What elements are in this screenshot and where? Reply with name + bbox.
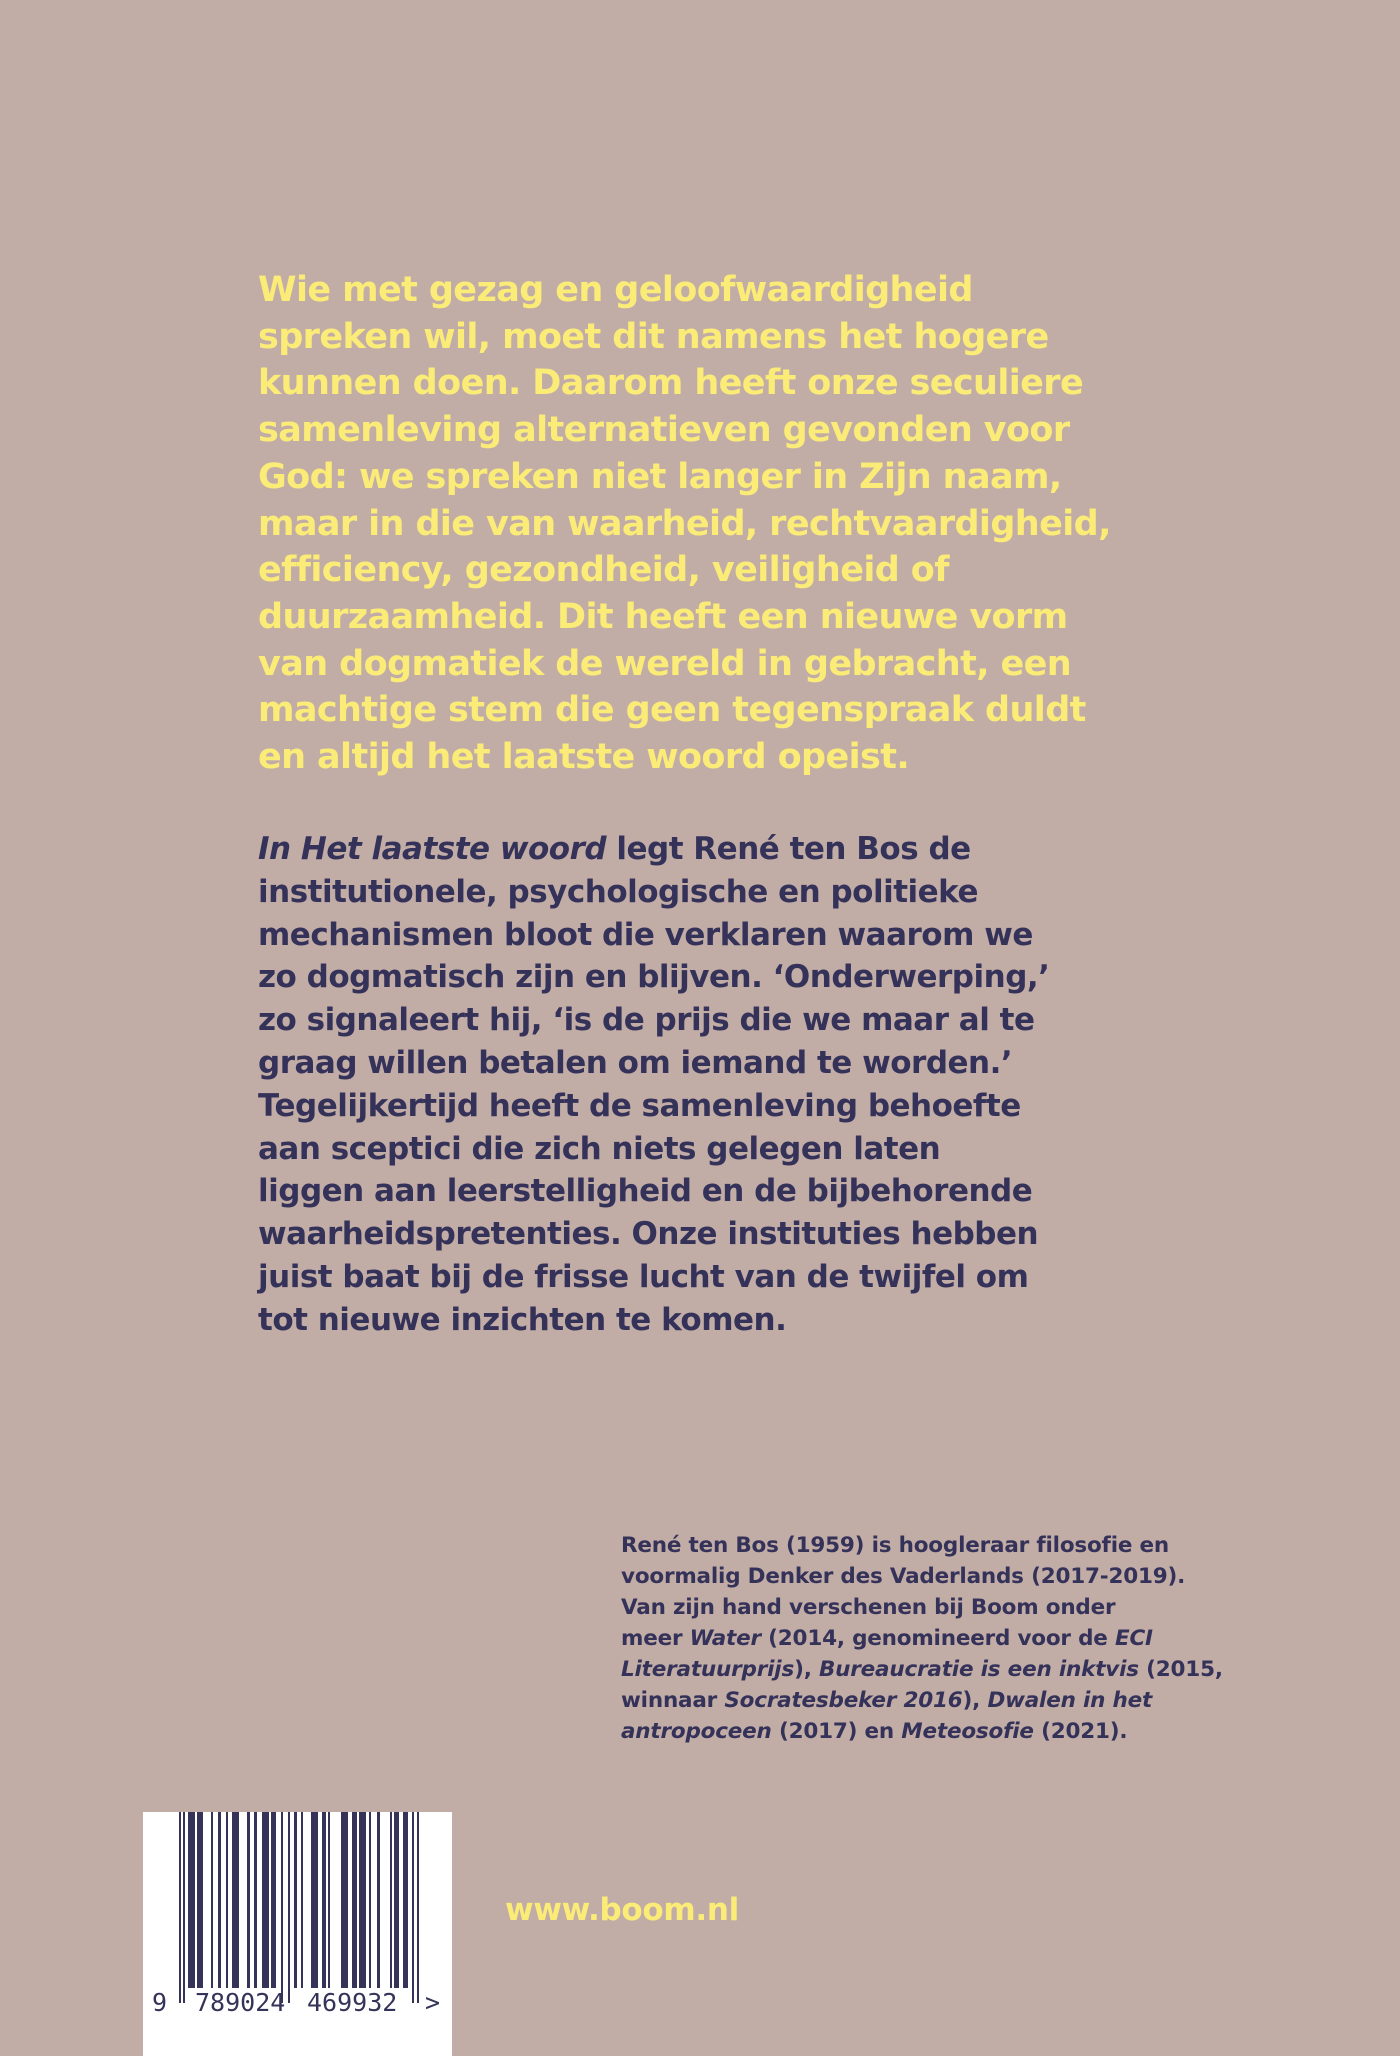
text-span: (2015,	[1138, 1657, 1223, 1682]
text-line	[621, 1685, 1223, 1716]
barcode-bar	[188, 1812, 195, 1988]
text-line	[258, 687, 1111, 734]
italic-title: Dwalen in het	[987, 1688, 1153, 1713]
text-line	[258, 1256, 1049, 1299]
barcode-bar	[369, 1812, 371, 1988]
text-line	[258, 828, 1049, 871]
text-line	[258, 1213, 1049, 1256]
italic-title: Meteosofie	[901, 1719, 1034, 1744]
text-span: kunnen doen. Daarom heeft onze seculiere	[258, 363, 1084, 404]
text-line	[621, 1654, 1223, 1685]
barcode-guard-bar	[183, 1812, 185, 2003]
italic-title: Literatuurprijs	[621, 1657, 795, 1682]
text-span: René ten Bos (1959) is hoogleraar filosofie en	[621, 1533, 1170, 1558]
text-span: Wie met gezag en geloofwaardigheid	[258, 270, 973, 310]
barcode-bar	[377, 1812, 380, 1988]
barcode-bar	[359, 1812, 366, 1988]
text-span: tot nieuwe inzichten te komen.	[258, 1301, 787, 1338]
italic-title: Bureaucratie is een inktvis	[818, 1657, 1139, 1682]
barcode-bar	[211, 1812, 213, 1988]
text-line	[258, 734, 1111, 781]
barcode-bar	[390, 1812, 392, 1988]
barcode-bar	[394, 1812, 399, 1988]
barcode-bar	[226, 1812, 228, 1988]
text-span: liggen aan leerstelligheid en de bijbehorende	[258, 1173, 1033, 1210]
text-line	[258, 501, 1111, 548]
barcode-right-digits: 469932	[307, 1988, 398, 2017]
text-span: duurzaamheid. Dit heeft een nieuwe vorm	[258, 596, 1068, 637]
italic-title: antropoceen	[621, 1719, 772, 1744]
author-bio	[621, 1530, 1223, 1747]
barcode-bar	[294, 1812, 297, 1988]
text-line	[258, 641, 1111, 688]
text-line	[258, 914, 1049, 957]
text-span: machtige stem die geen tegenspraak duldt	[258, 690, 1086, 731]
text-line	[258, 360, 1111, 407]
barcode-bar	[301, 1812, 303, 1988]
text-line	[258, 871, 1049, 914]
text-span: mechanismen bloot die verklaren waarom we	[258, 916, 1033, 953]
text-span: en altijd het laatste woord opeist.	[258, 737, 910, 778]
text-span: meer	[621, 1626, 690, 1651]
text-line	[621, 1716, 1223, 1747]
barcode-bar	[197, 1812, 203, 1988]
barcode-guard-bar	[412, 1812, 414, 2003]
barcode-bar	[247, 1812, 250, 1988]
text-span: efficiency, gezondheid, veiligheid of	[258, 550, 949, 591]
text-line	[258, 1299, 1049, 1342]
text-line	[258, 1042, 1049, 1085]
blurb-paragraph	[258, 267, 1111, 781]
barcode-bar	[341, 1812, 348, 1988]
text-span: Van zijn hand verschenen bij Boom onder	[621, 1595, 1116, 1620]
barcode-bar	[328, 1812, 330, 1988]
barcode-bar	[311, 1812, 318, 1988]
italic-title: Water	[689, 1626, 761, 1651]
text-span: Tegelijkertijd heeft de samenleving behoefte	[258, 1087, 1021, 1124]
italic-title: In Het laatste woord	[258, 831, 607, 867]
text-span: legt René ten Bos de	[606, 831, 971, 867]
text-span: (2017) en	[771, 1719, 902, 1744]
text-span: aan sceptici die zich niets gelegen laten	[258, 1130, 941, 1167]
text-span: waarheidspretenties. Onze instituties hebben	[258, 1216, 1039, 1253]
barcode-quiet-zone-marker: >	[425, 1988, 441, 2017]
text-span: God: we spreken niet langer in Zijn naam,	[258, 456, 1062, 497]
barcode-guard-bar	[288, 1812, 290, 2003]
text-line	[258, 594, 1111, 641]
barcode-bar	[254, 1812, 257, 1988]
text-span: institutionele, psychologische en politieke	[258, 873, 978, 910]
barcode-bar	[218, 1812, 221, 1988]
text-line	[258, 1170, 1049, 1213]
text-span: zo signaleert hij, ‘is de prijs die we maar al te	[258, 1002, 1035, 1039]
text-span: juist baat bij de frisse lucht van de twijfel om	[258, 1258, 1029, 1295]
text-span: ),	[794, 1657, 819, 1682]
text-span: winnaar	[621, 1688, 725, 1713]
barcode-left-digits: 789024	[195, 1988, 286, 2017]
text-line	[258, 1085, 1049, 1128]
publisher-url-link[interactable]: www.boom.nl	[505, 1892, 739, 1928]
text-span: voormalig Denker des Vaderlands (2017-2019).	[621, 1564, 1186, 1589]
text-line	[258, 956, 1049, 999]
barcode-guard-bar	[179, 1812, 181, 2003]
text-span: ),	[962, 1688, 988, 1713]
barcode-bar	[271, 1812, 276, 1988]
barcode-bar	[232, 1812, 239, 1988]
text-span: spreken wil, moet dit namens het hogere	[258, 316, 1049, 357]
text-line	[621, 1530, 1223, 1561]
text-span: (2014, genomineerd voor de	[760, 1626, 1115, 1651]
italic-title: Socratesbeker 2016	[724, 1688, 963, 1713]
text-span: samenleving alternatieven gevonden voor	[258, 410, 1070, 451]
text-span: (2021).	[1033, 1719, 1128, 1744]
text-line	[621, 1561, 1223, 1592]
text-span: maar in die van waarheid, rechtvaardigheid,	[258, 503, 1111, 544]
barcode-bar	[322, 1812, 326, 1988]
text-line	[258, 267, 1111, 314]
text-line	[258, 1128, 1049, 1171]
italic-title: ECI	[1114, 1626, 1153, 1651]
text-line	[258, 407, 1111, 454]
isbn-barcode	[143, 1812, 452, 2056]
text-line	[621, 1623, 1223, 1654]
barcode-guard-bar	[281, 1812, 283, 2003]
text-line	[258, 454, 1111, 501]
text-line	[621, 1592, 1223, 1623]
barcode-bar	[352, 1812, 357, 1988]
text-line	[258, 999, 1049, 1042]
barcode-bar	[262, 1812, 269, 1988]
text-span: graag willen betalen om iemand te worden.’	[258, 1044, 1013, 1081]
barcode-bar	[403, 1812, 408, 1988]
text-span: van dogmatiek de wereld in gebracht, een	[258, 643, 1072, 684]
barcode-guard-bar	[417, 1812, 419, 2003]
description-paragraph	[258, 828, 1049, 1342]
barcode-lead-digit: 9	[152, 1988, 168, 2017]
text-line	[258, 547, 1111, 594]
text-line	[258, 314, 1111, 361]
text-span: zo dogmatisch zijn en blijven. ‘Onderwerping,’	[258, 959, 1050, 996]
